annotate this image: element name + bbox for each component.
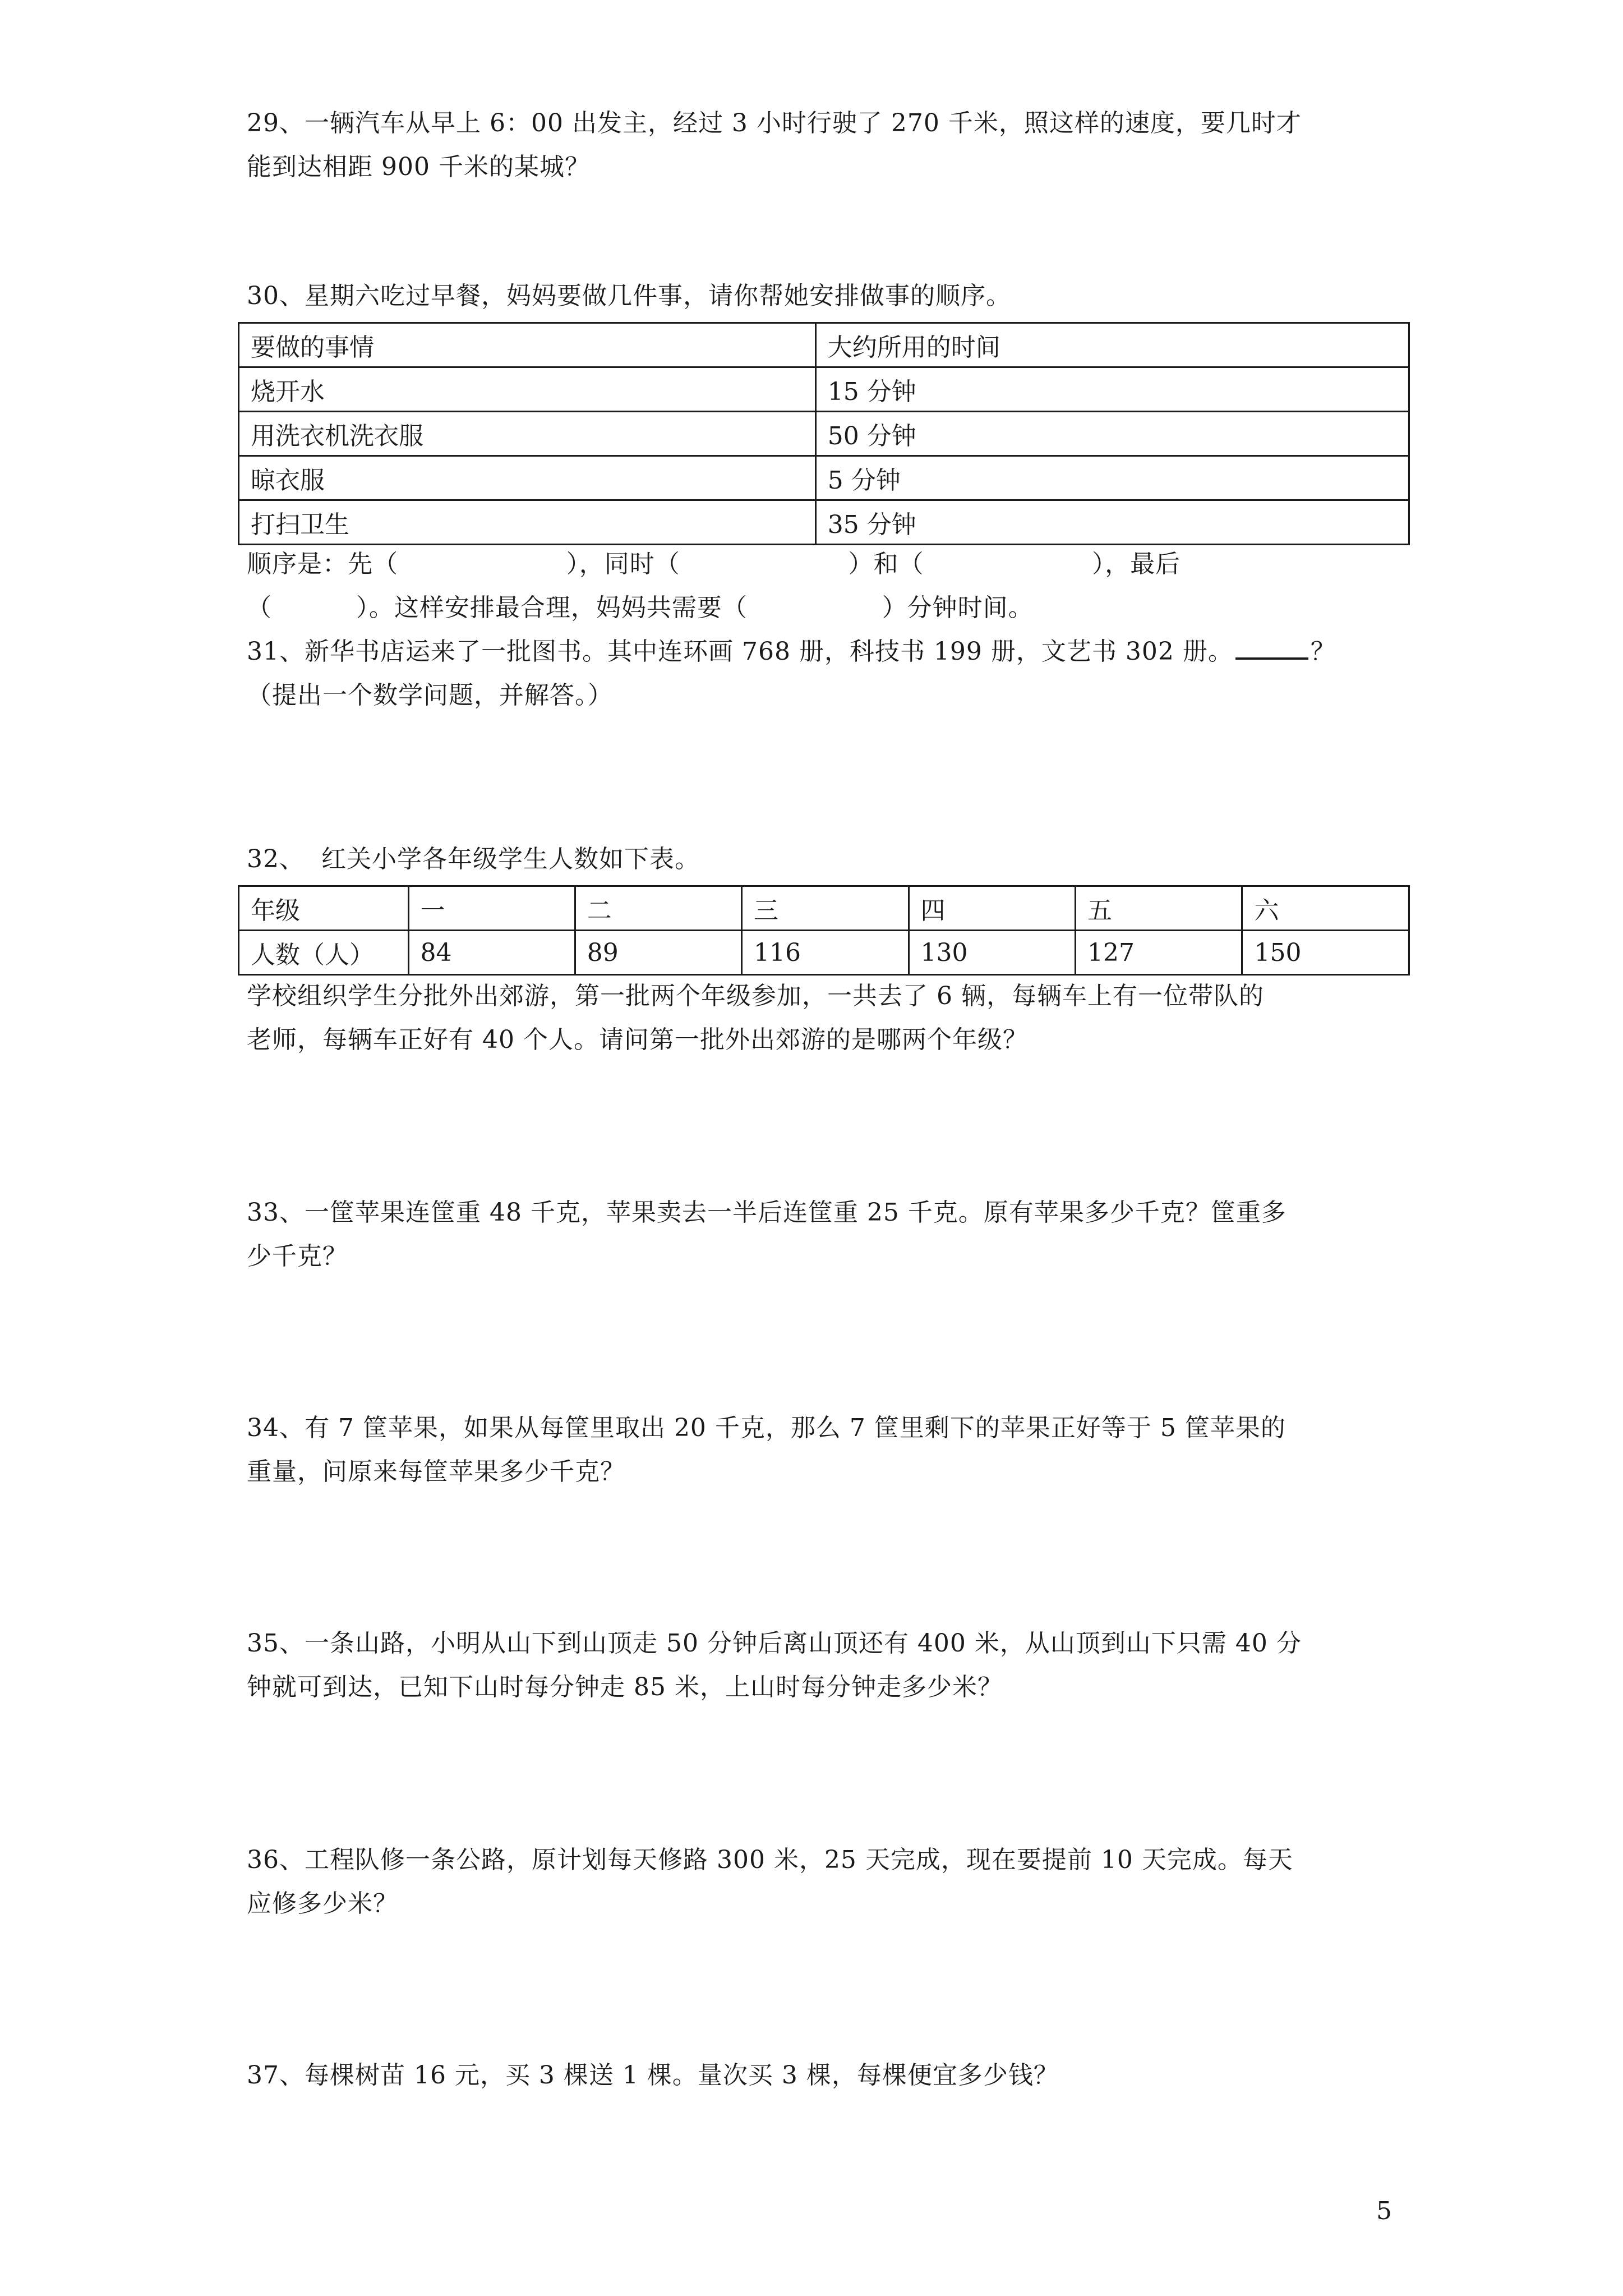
q30-answer-line1: 顺序是：先（ ），同时（ ）和（ ），最后: [247, 550, 1181, 578]
table-row: [239, 412, 1409, 456]
table-cell: 150: [1242, 931, 1409, 975]
table-row: [239, 931, 1409, 975]
q32-grade-table: [238, 885, 1410, 976]
table-cell: 84: [408, 931, 575, 975]
q31-line2: （提出一个数学问题，并解答。）: [247, 681, 613, 710]
table-cell: 127: [1075, 931, 1242, 975]
table-header-cell: 四: [909, 886, 1075, 931]
table-cell: 130: [909, 931, 1075, 975]
q34-line1: 34、有 7 筐苹果，如果从每筐里取出 20 千克，那么 7 筐里剩下的苹果正好等于 5 筐苹果的: [247, 1414, 1286, 1442]
table-cell: 打扫卫生: [239, 500, 816, 545]
q32-intro: 32、 红关小学各年级学生人数如下表。: [247, 845, 700, 873]
q30-intro: 30、星期六吃过早餐，妈妈要做几件事，请你帮她安排做事的顺序。: [247, 282, 1011, 310]
table-header-cell: 要做的事情: [239, 323, 816, 367]
table-cell: 人数（人）: [239, 931, 409, 975]
q31-question-mark: ？: [1310, 637, 1336, 666]
table-cell: 35 分钟: [815, 500, 1409, 545]
table-row: [239, 367, 1409, 412]
q36-line2: 应修多少米？: [247, 1889, 398, 1918]
q29-line1: 29、一辆汽车从早上 6：00 出发主，经过 3 小时行驶了 270 千米，照这样的速度，要几时才: [247, 109, 1302, 137]
table-cell: 5 分钟: [815, 456, 1409, 500]
table-cell: 烧开水: [239, 367, 816, 412]
q30-task-table: [238, 322, 1410, 545]
q34-line2: 重量，问原来每筐苹果多少千克？: [247, 1457, 625, 1486]
table-header-cell: 一: [408, 886, 575, 931]
table-row: [239, 886, 1409, 931]
q36-line1: 36、工程队修一条公路，原计划每天修路 300 米，25 天完成，现在要提前 10 天完成。每天: [247, 1846, 1293, 1874]
table-header-cell: 二: [575, 886, 741, 931]
q35-line2: 钟就可到达，已知下山时每分钟走 85 米，上山时每分钟走多少米？: [247, 1673, 1003, 1701]
q32-line2: 老师，每辆车正好有 40 个人。请问第一批外出郊游的是哪两个年级？: [247, 1025, 1028, 1054]
q29-line2: 能到达相距 900 千米的某城？: [247, 153, 590, 181]
q31-line1: [247, 635, 1336, 669]
table-cell: 晾衣服: [239, 456, 816, 500]
q33-line2: 少千克？: [247, 1242, 348, 1271]
table-cell: 116: [742, 931, 909, 975]
q33-line1: 33、一筐苹果连筐重 48 千克，苹果卖去一半后连筐重 25 千克。原有苹果多少千克？筐重多: [247, 1198, 1287, 1227]
table-cell: 15 分钟: [815, 367, 1409, 412]
table-cell: 用洗衣机洗衣服: [239, 412, 816, 456]
q30-answer-line2: （ ）。这样安排最合理，妈妈共需要（ ）分钟时间。: [247, 593, 1034, 622]
table-row: [239, 323, 1409, 367]
table-row: [239, 456, 1409, 500]
q37-line1: 37、每棵树苗 16 元，买 3 棵送 1 棵。量次买 3 棵，每棵便宜多少钱？: [247, 2061, 1059, 2090]
table-row: [239, 500, 1409, 545]
answer-blank: [1235, 635, 1308, 660]
q35-line1: 35、一条山路，小明从山下到山顶走 50 分钟后离山顶还有 400 米，从山顶到山下只需 40 分: [247, 1629, 1302, 1658]
table-cell: 50 分钟: [815, 412, 1409, 456]
q31-text: 31、新华书店运来了一批图书。其中连环画 768 册，科技书 199 册，文艺书 302 册。: [247, 637, 1233, 666]
table-header-cell: 大约所用的时间: [815, 323, 1409, 367]
page-number: 5: [1376, 2197, 1392, 2225]
q32-line1: 学校组织学生分批外出郊游，第一批两个年级参加，一共去了 6 辆，每辆车上有一位带队的: [247, 982, 1264, 1010]
table-cell: 89: [575, 931, 741, 975]
table-header-cell: 五: [1075, 886, 1242, 931]
table-header-cell: 三: [742, 886, 909, 931]
table-header-cell: 六: [1242, 886, 1409, 931]
table-header-cell: 年级: [239, 886, 409, 931]
